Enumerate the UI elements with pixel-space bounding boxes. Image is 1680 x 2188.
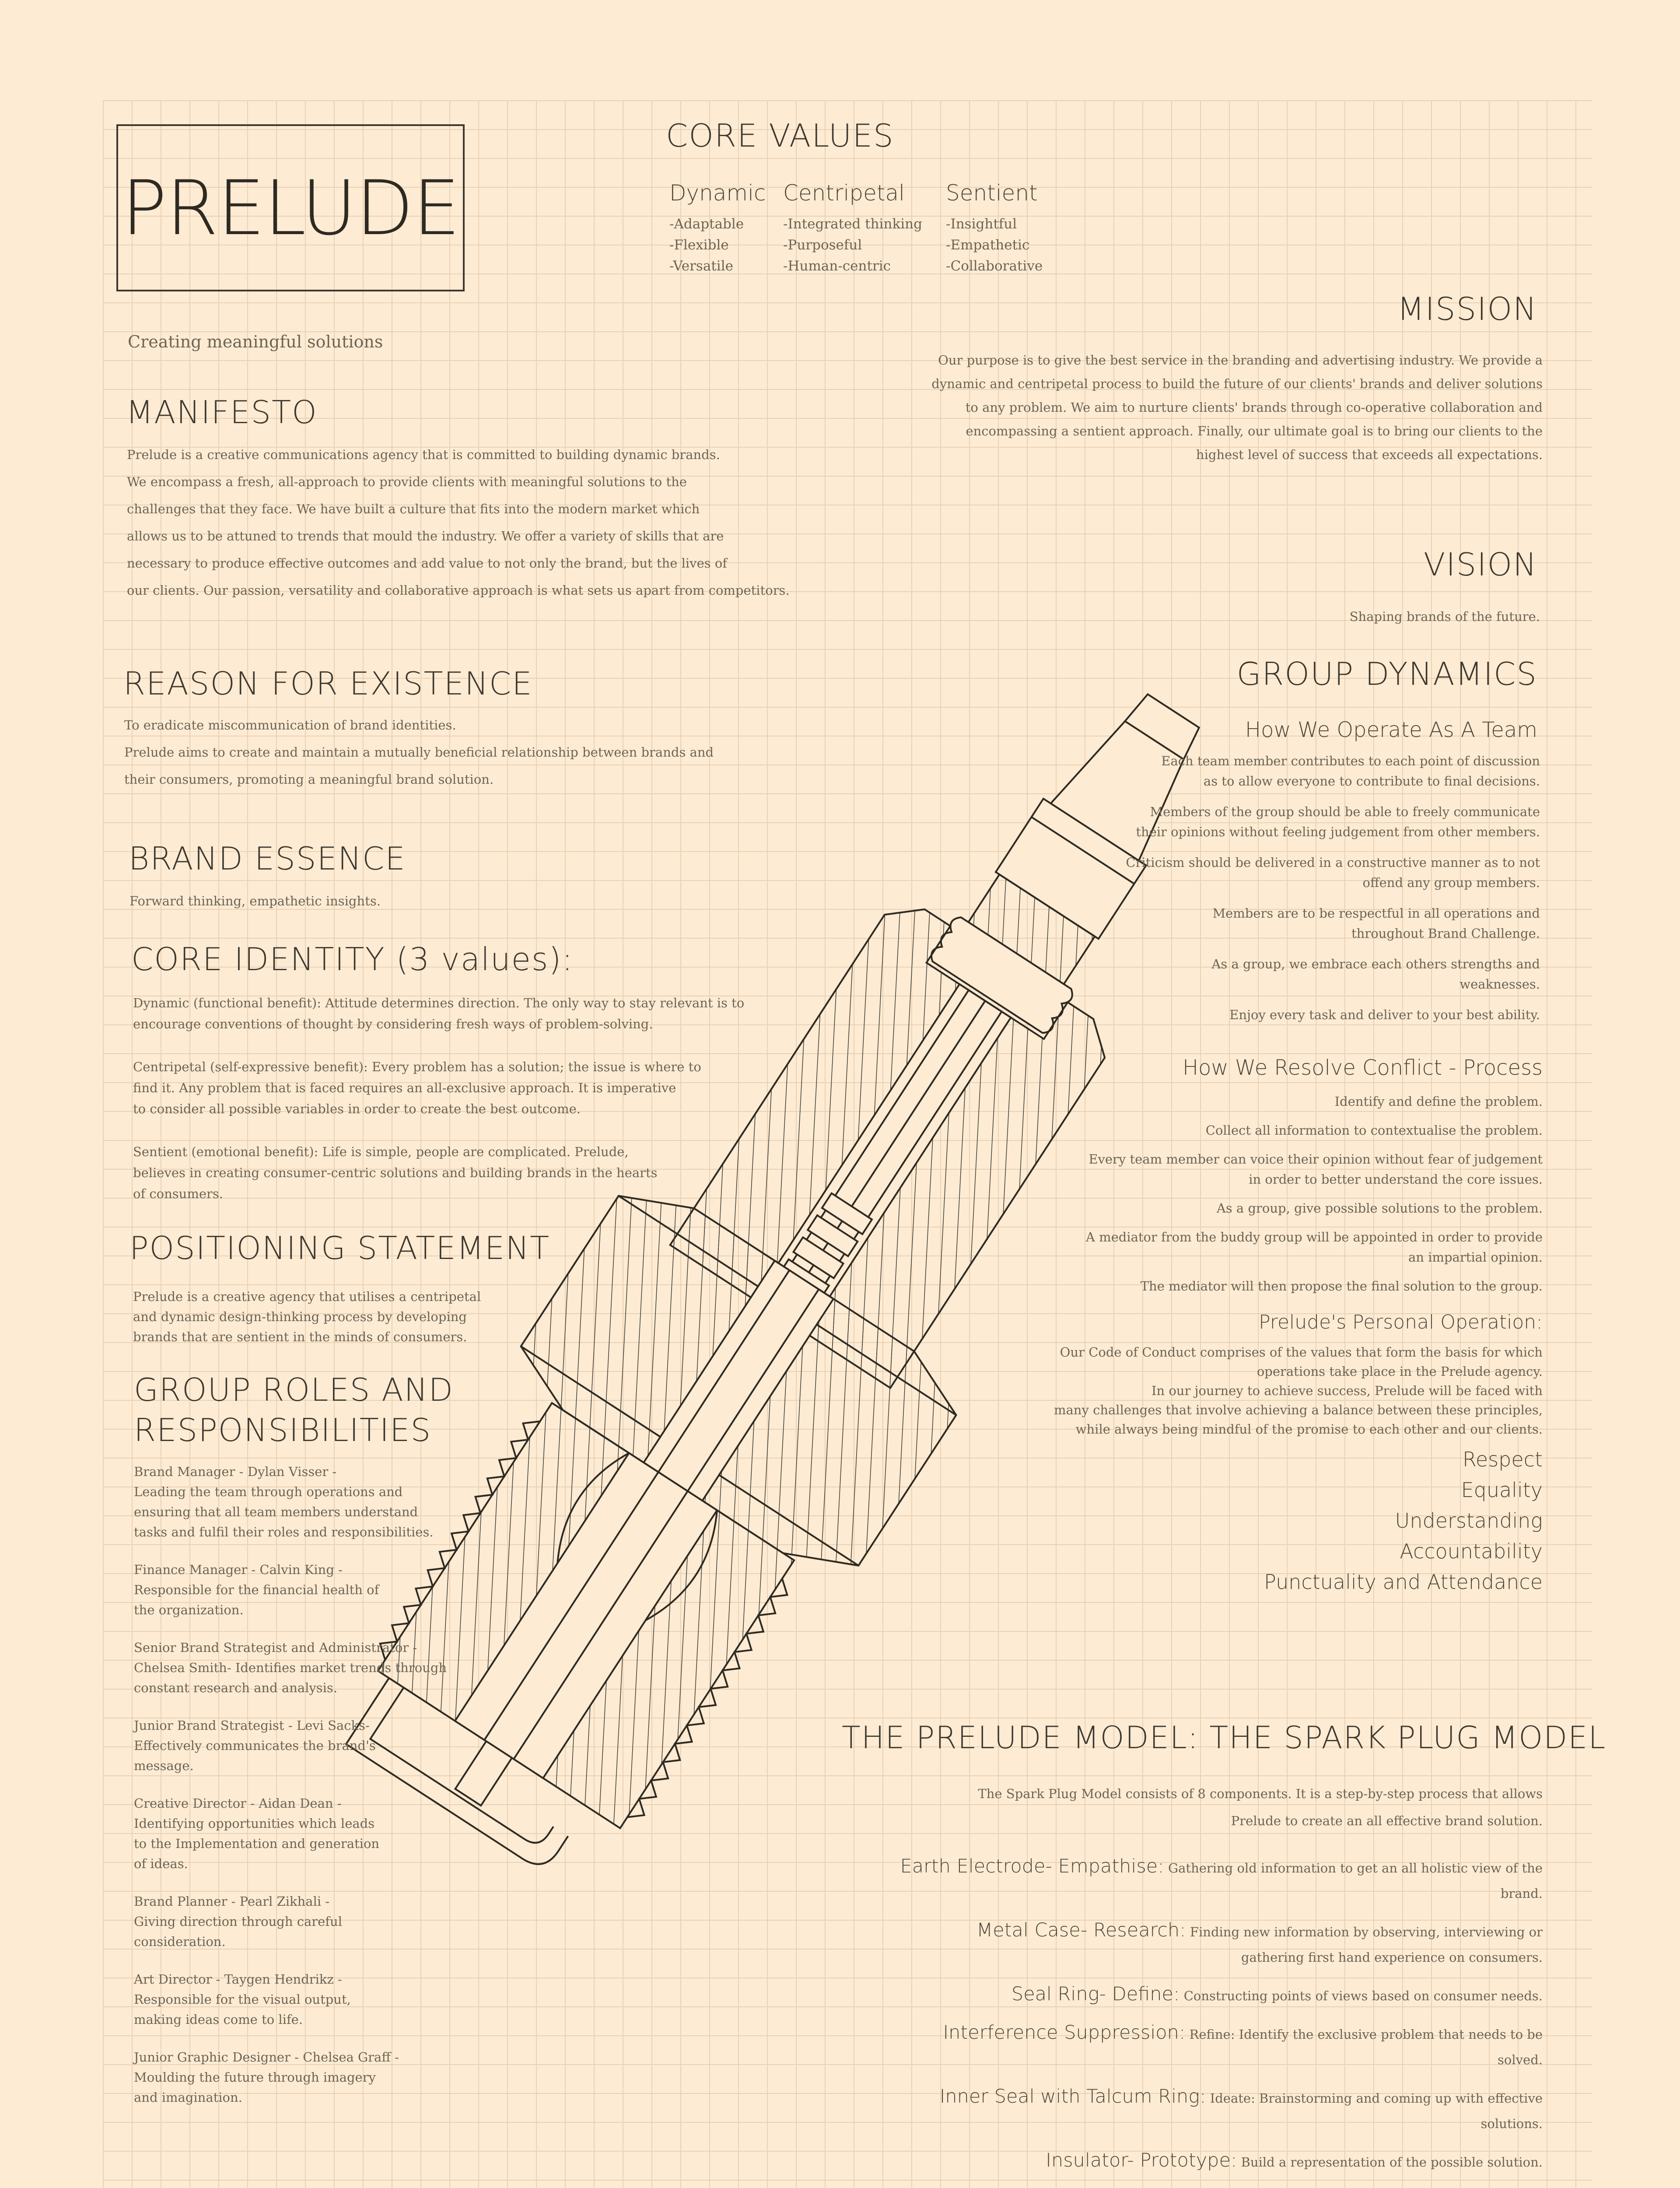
mission-text: Our purpose is to give the best service in the branding and advertising industry. We provide a dynamic and centripetal process to build the future of our clients' brands and deliver solutions to any problem. We aim to nurture clients' brands through co-operative collaboration and encompassing a sentient approach. Finally, our ultimate goal is to bring our clients to the highest level of success that exceeds all expectations.	[931, 353, 1543, 462]
role-item: Junior Graphic Designer - Chelsea Graff - Moulding the future through imagery and imagination.	[134, 2050, 399, 2105]
core-value-column: Dynamic -Adaptable -Flexible -Versatile	[669, 180, 766, 274]
manifesto-line: our clients. Our passion, versatility and collaborative approach is what sets us apart from competitors.	[127, 583, 790, 598]
manifesto-line: Prelude is a creative communications agency that is committed to building dynamic brands.	[127, 447, 720, 462]
tagline: Creating meaningful solutions	[128, 332, 383, 351]
personal-text: Our Code of Conduct comprises of the values that form the basis for which operations take place in the Prelude agency. In our journey to achieve success, Prelude will be faced with many challenges that involve achieving a balance between these principles, while always being mindful of the promise to each other and our clients.	[1054, 1345, 1543, 1437]
identity-line: Dynamic (functional benefit): Attitude determines direction. The only way to stay relevant is to	[133, 996, 745, 1010]
model-step: Inner Seal with Talcum Ring: Ideate: Brainstorming and coming up with effective solutions.	[939, 2086, 1543, 2131]
manifesto-line: allows us to be attuned to trends that mould the industry. We offer a variety of skills that are	[127, 529, 724, 543]
identity-line: encourage conventions of thought by considering fresh ways of problem-solving.	[133, 1017, 653, 1031]
model-step: Seal Ring- Define: Constructing points of views based on consumer needs.	[1011, 1983, 1543, 2005]
personal-title: Prelude's Personal Operation:	[1259, 1311, 1543, 1333]
core-value-name: Sentient	[946, 180, 1038, 206]
manifesto-line: necessary to produce effective outcomes and add value to not only the brand, but the lives of	[127, 556, 728, 571]
roles-title-line: RESPONSIBILITIES	[134, 1412, 432, 1448]
positioning-line: and dynamic design-thinking process by developing	[133, 1309, 467, 1324]
prelude-logo-text: PRELUDE	[121, 164, 460, 252]
dynamics-title: GROUP DYNAMICS	[1236, 656, 1537, 692]
identity-line: believes in creating consumer-centric solutions and building brands in the hearts	[133, 1165, 658, 1180]
value-item: Understanding	[1395, 1509, 1543, 1532]
essence-text: Forward thinking, empathetic insights.	[130, 894, 381, 908]
prelude-logo-box	[116, 124, 465, 291]
essence-title: BRAND ESSENCE	[129, 840, 406, 877]
reason-text	[124, 712, 868, 793]
positioning-text	[133, 1287, 570, 1347]
roles-list	[134, 1462, 466, 2125]
role-item: Art Director - Taygen Hendrikz - Responsible for the visual output, making ideas come to life.	[134, 1972, 351, 2027]
role-item: Senior Brand Strategist and Administrator - Chelsea Smith- Identifies market trends through constant research and analysis.	[134, 1640, 447, 1695]
mission-title: MISSION	[1397, 291, 1537, 327]
identity-line: find it. Any problem that is faced requires an all-exclusive approach. It is imperative	[133, 1080, 676, 1095]
reason-line: Prelude aims to create and maintain a mutually beneficial relationship between brands and	[124, 745, 714, 760]
model-step: Earth Electrode- Empathise: Gathering old information to get an all holistic view of the brand.	[900, 1855, 1543, 1901]
core-value-name: Centripetal	[783, 180, 905, 206]
manifesto-text	[127, 441, 844, 604]
role-item: Finance Manager - Calvin King - Responsible for the financial health of the organization.	[134, 1562, 379, 1617]
positioning-line: brands that are sentient in the minds of consumers.	[133, 1329, 467, 1344]
role-item: Junior Brand Strategist - Levi Sacks- Effectively communicates the brand's message.	[134, 1718, 376, 1773]
core-value-column: Sentient -Insightful -Empathetic -Collaborative	[946, 180, 1043, 274]
value-item: Equality	[1461, 1478, 1543, 1502]
core-value-column: Centripetal -Integrated thinking -Purposeful -Human-centric	[783, 180, 922, 274]
roles-title-line: GROUP ROLES AND	[134, 1371, 454, 1408]
core-values-title: CORE VALUES	[666, 117, 894, 154]
operate-title: How We Operate As A Team	[1245, 718, 1537, 742]
identity-line: Centripetal (self-expressive benefit): Every problem has a solution; the issue is where to	[133, 1059, 701, 1074]
conflict-list: Identify and define the problem. Collect all information to contextualise the problem. Every team member can voice their opinion without fear of judgement in order to better understand the core issues. As a group, give possible solutions to the problem. A mediator from the buddy group will be appointed in order to provide an impartial opinion. The mediator will then propose the final solution to the group.	[1085, 1094, 1543, 1294]
value-item: Accountability	[1400, 1539, 1543, 1563]
model-step: Insulator- Prototype: Build a representation of the possible solution.	[1046, 2149, 1543, 2171]
roles-title	[134, 1370, 454, 1450]
reason-line: their consumers, promoting a meaningful brand solution.	[124, 772, 494, 787]
value-item: Punctuality and Attendance	[1264, 1570, 1543, 1594]
model-intro: The Spark Plug Model consists of 8 components. It is a step-by-step process that allows Prelude to create an all effective brand solution.	[978, 1786, 1543, 1828]
role-item: Brand Manager - Dylan Visser - Leading the team through operations and ensuring that all team members understand tasks and fulfil their roles and responsibilities.	[134, 1464, 434, 1539]
vision-text: Shaping brands of the future.	[1349, 609, 1540, 624]
model-step	[799, 2186, 1543, 2188]
identity-line: Sentient (emotional benefit): Life is simple, people are complicated. Prelude,	[133, 1144, 629, 1159]
positioning-title: POSITIONING STATEMENT	[130, 1230, 550, 1266]
identity-line: to consider all possible variables in order to create the best outcome.	[133, 1101, 581, 1116]
value-item: Respect	[1463, 1448, 1543, 1471]
reason-line: To eradicate miscommunication of brand identities.	[124, 718, 456, 733]
role-item: Brand Planner - Pearl Zikhali - Giving direction through careful consideration.	[134, 1894, 342, 1949]
role-item: Creative Director - Aidan Dean - Identifying opportunities which leads to the Implementation and generation of ideas.	[134, 1796, 380, 1871]
reason-title: REASON FOR EXISTENCE	[123, 665, 533, 702]
values-list	[1264, 1444, 1543, 1597]
core-value-name: Dynamic	[669, 180, 766, 206]
conflict-title: How We Resolve Conflict - Process	[1182, 1055, 1543, 1080]
model-steps	[799, 1854, 1543, 2188]
operate-list: Each team member contributes to each point of discussion as to allow everyone to contribute to final decisions. Members of the group should be able to freely communicate their opinions without feeling judgement from other members. Criticism should be delivered in a constructive manner as to not offend any group members. Members are to be respectful in all operations and throughout Brand Challenge. As a group, we embrace each others strengths and weaknesses. Enjoy every task and deliver to your best ability.	[1126, 754, 1540, 1022]
vision-title: VISION	[1424, 546, 1537, 583]
model-step: Interference Suppression: Refine: Identify the exclusive problem that needs to be solved.	[943, 2022, 1543, 2067]
model-title: THE PRELUDE MODEL: THE SPARK PLUG MODEL	[842, 1720, 1606, 1756]
identity-text	[133, 992, 833, 1204]
model-step: Metal Case- Research: Finding new information by observing, interviewing or gathering first hand experience on consumers.	[976, 1919, 1543, 1965]
manifesto-line: challenges that they face. We have built a culture that fits into the modern market which	[127, 501, 700, 516]
manifesto-line: We encompass a fresh, all-approach to provide clients with meaningful solutions to the	[127, 474, 687, 489]
identity-line: of consumers.	[133, 1186, 223, 1201]
positioning-line: Prelude is a creative agency that utilises a centripetal	[133, 1289, 481, 1304]
manifesto-title: MANIFESTO	[126, 394, 318, 431]
identity-title: CORE IDENTITY (3 values):	[131, 941, 574, 978]
